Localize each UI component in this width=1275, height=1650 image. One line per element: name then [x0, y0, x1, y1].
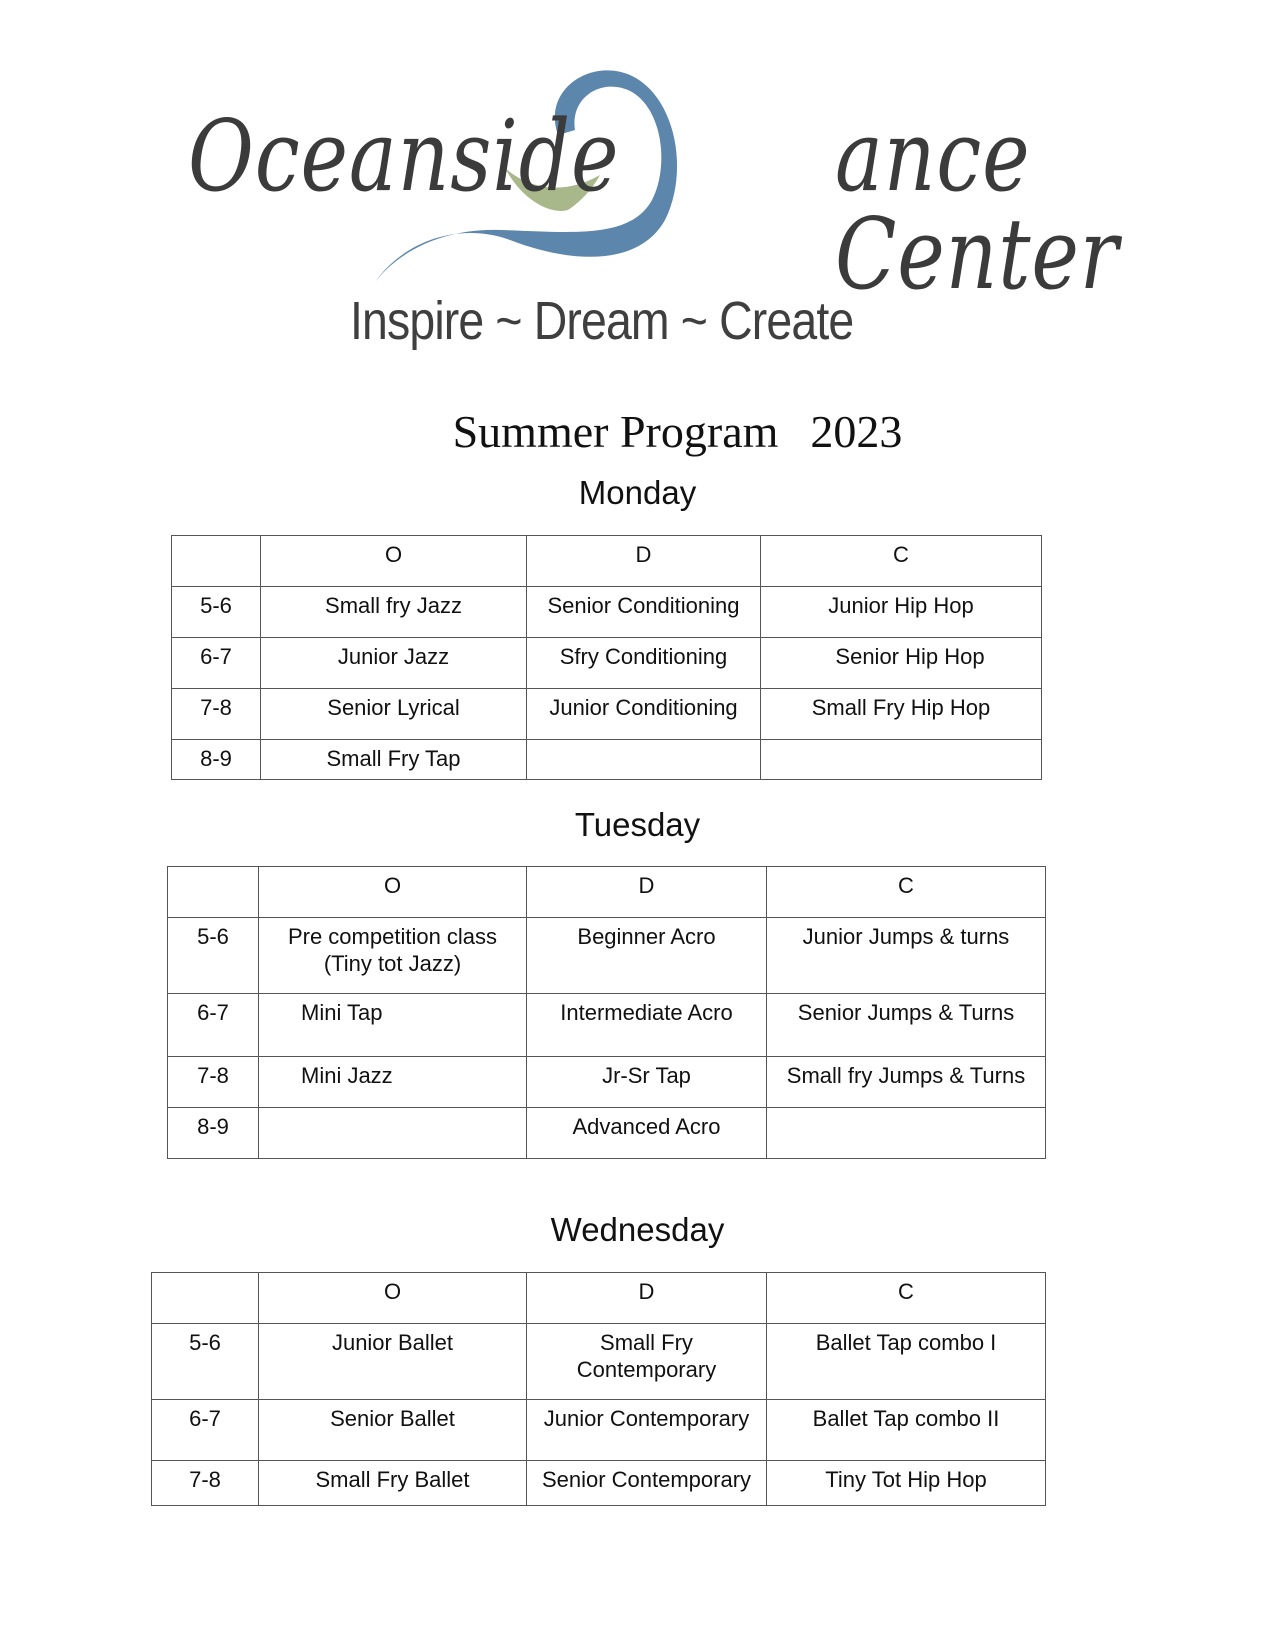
- time-cell: 8-9: [168, 1108, 259, 1159]
- header-cell-d: D: [527, 536, 761, 587]
- class-cell-d: Jr-Sr Tap: [527, 1057, 767, 1108]
- class-cell-c: Ballet Tap combo I: [767, 1324, 1046, 1400]
- table-row: [172, 689, 1042, 740]
- class-cell-d: [527, 1324, 767, 1400]
- class-cell-d: Intermediate Acro: [527, 994, 767, 1057]
- class-cell-o: Mini Jazz: [259, 1057, 527, 1108]
- schedule-table-monday: [171, 535, 1042, 780]
- time-cell: 6-7: [152, 1400, 259, 1461]
- class-cell-d: Senior Conditioning: [527, 587, 761, 638]
- schedule-table-wednesday: [151, 1272, 1046, 1506]
- logo-word-ance-center: ance Center: [835, 100, 1119, 312]
- class-cell-d: Senior Contemporary: [527, 1461, 767, 1506]
- class-cell-c: Small Fry Hip Hop: [761, 689, 1042, 740]
- class-cell-c: Tiny Tot Hip Hop: [767, 1461, 1046, 1506]
- header-cell-c: C: [767, 867, 1046, 918]
- header-cell-time: [172, 536, 261, 587]
- page-title: [0, 405, 1275, 458]
- time-cell: 7-8: [172, 689, 261, 740]
- table-header-row: [152, 1273, 1046, 1324]
- logo: [170, 50, 1120, 370]
- header-cell-c: C: [761, 536, 1042, 587]
- time-cell: 7-8: [152, 1461, 259, 1506]
- class-cell-d: Junior Contemporary: [527, 1400, 767, 1461]
- logo-word-oceanside: Oceanside: [188, 100, 620, 214]
- table-row: [168, 994, 1046, 1057]
- header-cell-d: D: [527, 867, 767, 918]
- day-heading-wednesday: Wednesday: [550, 1211, 725, 1248]
- header-cell-o: O: [259, 1273, 527, 1324]
- table-header-row: [168, 867, 1046, 918]
- program-name: Summer Program: [452, 406, 779, 457]
- header-cell-o: O: [259, 867, 527, 918]
- table-row: [172, 638, 1042, 689]
- class-cell-c: Small fry Jumps & Turns: [767, 1057, 1046, 1108]
- day-heading-monday: Monday: [578, 474, 697, 511]
- time-cell: 5-6: [168, 918, 259, 994]
- class-cell-o: Senior Ballet: [259, 1400, 527, 1461]
- class-cell-c: Senior Jumps & Turns: [767, 994, 1046, 1057]
- table-row: [168, 918, 1046, 994]
- class-cell-o: Small Fry Tap: [261, 740, 527, 780]
- table-row: [152, 1461, 1046, 1506]
- logo-tagline: Inspire ~ Dream ~ Create: [350, 291, 854, 351]
- header-cell-time: [168, 867, 259, 918]
- class-cell-d: Advanced Acro: [527, 1108, 767, 1159]
- schedule-table-tuesday: [167, 866, 1046, 1159]
- table-row: [152, 1400, 1046, 1461]
- header-cell-d: D: [527, 1273, 767, 1324]
- class-cell-o: [259, 1108, 527, 1159]
- class-cell-o: [259, 918, 527, 994]
- class-cell-c: [761, 740, 1042, 780]
- class-cell-c: Junior Jumps & turns: [767, 918, 1046, 994]
- table-row: [172, 587, 1042, 638]
- class-cell-o: Mini Tap: [259, 994, 527, 1057]
- time-cell: 5-6: [152, 1324, 259, 1400]
- table-header-row: [172, 536, 1042, 587]
- class-cell-c: Ballet Tap combo II: [767, 1400, 1046, 1461]
- time-cell: 5-6: [172, 587, 261, 638]
- header-cell-time: [152, 1273, 259, 1324]
- time-cell: 7-8: [168, 1057, 259, 1108]
- class-cell-o: Small Fry Ballet: [259, 1461, 527, 1506]
- class-line-2: (Tiny tot Jazz): [323, 951, 462, 976]
- class-cell-o: Small fry Jazz: [261, 587, 527, 638]
- class-line-2: Contemporary: [576, 1357, 717, 1382]
- class-line-1: Small Fry: [600, 1330, 693, 1355]
- table-row: [168, 1057, 1046, 1108]
- table-row: [172, 740, 1042, 780]
- day-heading-tuesday: Tuesday: [574, 806, 701, 843]
- table-row: [168, 1108, 1046, 1159]
- time-cell: 8-9: [172, 740, 261, 780]
- header-cell-o: O: [261, 536, 527, 587]
- class-cell-o: Junior Ballet: [259, 1324, 527, 1400]
- class-cell-d: Beginner Acro: [527, 918, 767, 994]
- time-cell: 6-7: [172, 638, 261, 689]
- class-cell-c: Junior Hip Hop: [761, 587, 1042, 638]
- time-cell: 6-7: [168, 994, 259, 1057]
- class-cell-d: [527, 740, 761, 780]
- header-cell-c: C: [767, 1273, 1046, 1324]
- class-cell-d: Junior Conditioning: [527, 689, 761, 740]
- class-cell-o: Senior Lyrical: [261, 689, 527, 740]
- class-cell-c: Senior Hip Hop: [761, 638, 1042, 689]
- program-year: 2023: [810, 406, 903, 457]
- class-cell-c: [767, 1108, 1046, 1159]
- class-cell-d: Sfry Conditioning: [527, 638, 761, 689]
- class-line-1: Pre competition class: [287, 924, 498, 949]
- class-cell-o: Junior Jazz: [261, 638, 527, 689]
- table-row: [152, 1324, 1046, 1400]
